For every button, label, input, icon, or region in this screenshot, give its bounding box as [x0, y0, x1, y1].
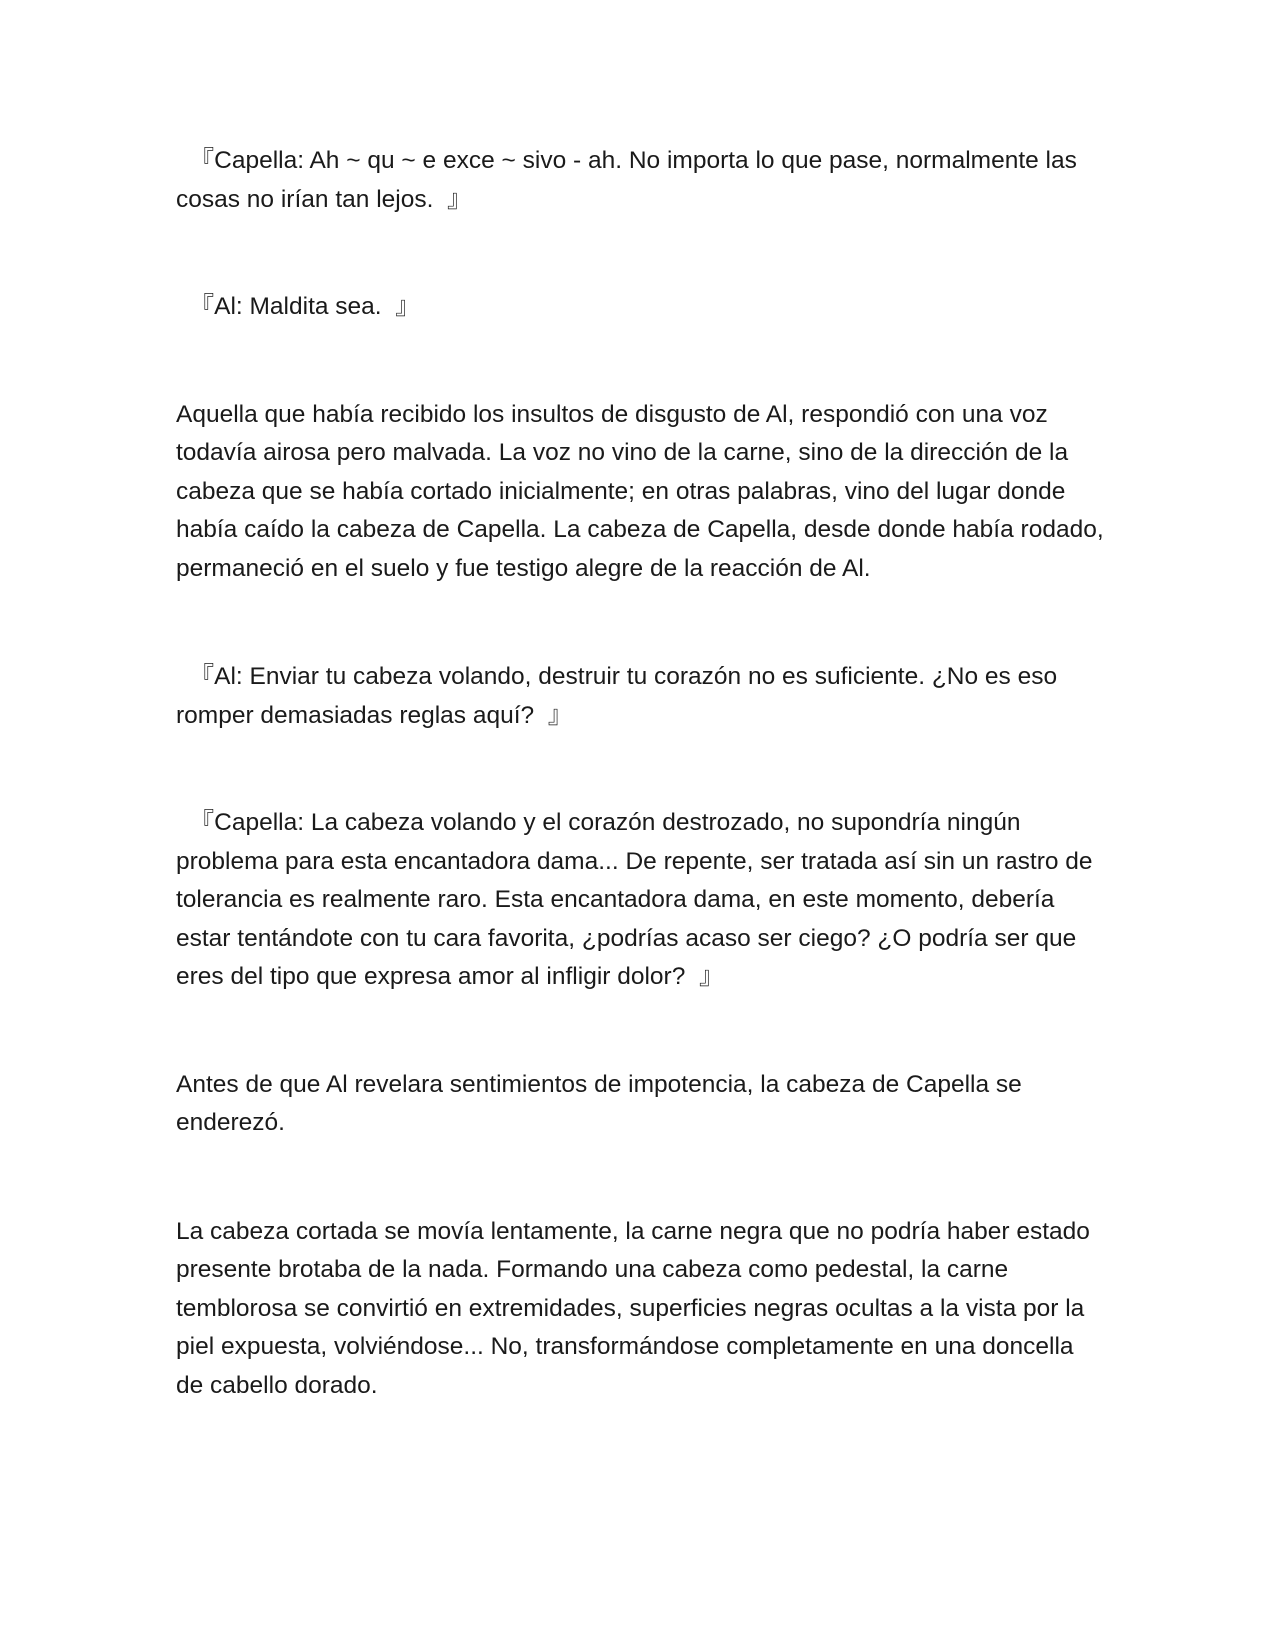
- paragraph-narration-2: Antes de que Al revelara sentimientos de impotencia, la cabeza de Capella se enderezó.: [176, 1070, 1029, 1136]
- document-page: [176, 142, 1111, 1405]
- paragraph-narration-3: La cabeza cortada se movía lentamente, la carne negra que no podría haber estado presente brotaba de la nada. Formando una cabeza como pedestal, la carne temblorosa se convirtió en extremidades, superficies negras ocultas a la vista por la piel expuesta, volviéndose... No, transformándose completamente en una doncella de cabello dorado.: [176, 1217, 1097, 1399]
- paragraph-capella-dialogue-1: 『Capella: Ah ~ qu ~ e exce ~ sivo - ah. No importa lo que pase, normalmente las cosas no irían tan lejos. 』: [176, 147, 1084, 213]
- paragraph-al-dialogue-1: 『Al: Maldita sea. 』: [176, 293, 420, 320]
- paragraph-al-dialogue-2: 『Al: Enviar tu cabeza volando, destruir tu corazón no es suficiente. ¿No es eso romper demasiadas reglas aquí? 』: [176, 663, 1064, 729]
- paragraph-capella-dialogue-2: 『Capella: La cabeza volando y el corazón destrozado, no supondría ningún problema para esta encantadora dama... De repente, ser tratada así sin un rastro de tolerancia es realmente raro. Esta encantadora dama, en este momento, debería estar tentándote con tu cara favorita, ¿podrías acaso ser ciego? ¿O podría ser que eres del tipo que expresa amor al infligir dolor? 』: [176, 809, 1100, 990]
- paragraph-narration-1: Aquella que había recibido los insultos de disgusto de Al, respondió con una voz todavía airosa pero malvada. La voz no vino de la carne, sino de la dirección de la cabeza que se había cortado inicialmente; en otras palabras, vino del lugar donde había caído la cabeza de Capella. La cabeza de Capella, desde donde había rodado, permaneció en el suelo y fue testigo alegre de la reacción de Al.: [176, 400, 1111, 582]
